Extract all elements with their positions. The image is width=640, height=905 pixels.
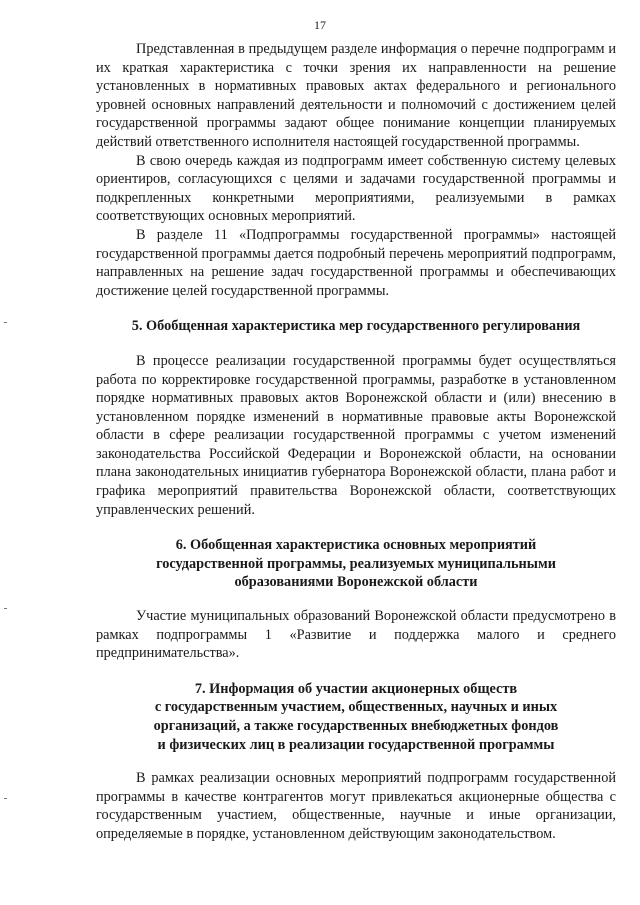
section-5-paragraph: В процессе реализации государственной программы будет осуществляться работа по корректировке государственной программы, разработке в установленном порядке нормативных правовых актов Воронежской области и (или) внесению в установленном порядке изменений в нормативные правовые акты Воронежской области в сфере реализации государственной программы с учетом изменений законодательства Российской Федерации и Воронежской области, на основании плана законодательных инициатив губернатора Воронежской области, плана работ и графика мероприятий правительства Воронежской области, соответствующих управленческих решений. — [96, 352, 616, 518]
scan-margin-mark — [4, 608, 7, 609]
intro-paragraph: Представленная в предыдущем разделе информация о перечне подпрограмм и их краткая характеристика с точки зрения их направленности на решение установленных в нормативных правовых актах федерального и регионального уровней основных направлений деятельности и полномочий с достижением целей государственной программы задают общее понимание концепции планируемых действий ответственного исполнителя настоящей государственной программы. — [96, 41, 616, 150]
scan-margin-mark — [4, 322, 7, 323]
section-6-paragraph: Участие муниципальных образований Воронежской области предусмотрено в рамках подпрограммы 1 «Развитие и поддержка малого и среднего предпринимательства». — [96, 608, 616, 662]
section-6-heading — [96, 536, 616, 592]
heading-line: образованиями Воронежской области — [234, 574, 478, 591]
heading-line: государственной программы, реализуемых муниципальными — [156, 555, 556, 572]
heading-line: с государственным участием, общественных, научных и иных — [154, 699, 558, 716]
section-7-heading — [96, 680, 616, 754]
section-5-heading: 5. Обобщенная характеристика мер государственного регулирования — [131, 318, 581, 335]
document-body — [96, 40, 616, 844]
heading-line: 6. Обобщенная характеристика основных мероприятий — [175, 537, 537, 554]
intro-paragraph: В свою очередь каждая из подпрограмм имеет собственную систему целевых ориентиров, согласующихся с целями и задачами государственной программы и подкрепленных конкретными мероприятиями, реализуемыми в рамках соответствующих основных мероприятий. — [96, 152, 616, 225]
heading-line: 7. Информация об участии акционерных обществ — [194, 680, 518, 697]
page-number: 17 — [314, 18, 326, 32]
intro-paragraph: В разделе 11 «Подпрограммы государственной программы» настоящей государственной программы дается подробный перечень мероприятий подпрограмм, направленных на решение задач государственной программы и обеспечивающих достижение целей государственной программы. — [96, 226, 616, 299]
section-7-paragraph: В рамках реализации основных мероприятий подпрограмм государственной программы в качестве контрагентов могут привлекаться акционерные общества с государственным участием, общественные, научные и иные организации, определяемые в порядке, установленном действующим законодательством. — [96, 770, 616, 842]
heading-line: организаций, а также государственных внебюджетных фондов — [153, 718, 559, 734]
heading-line: и физических лиц в реализации государственной программы — [157, 736, 555, 753]
scan-margin-mark — [4, 798, 7, 799]
